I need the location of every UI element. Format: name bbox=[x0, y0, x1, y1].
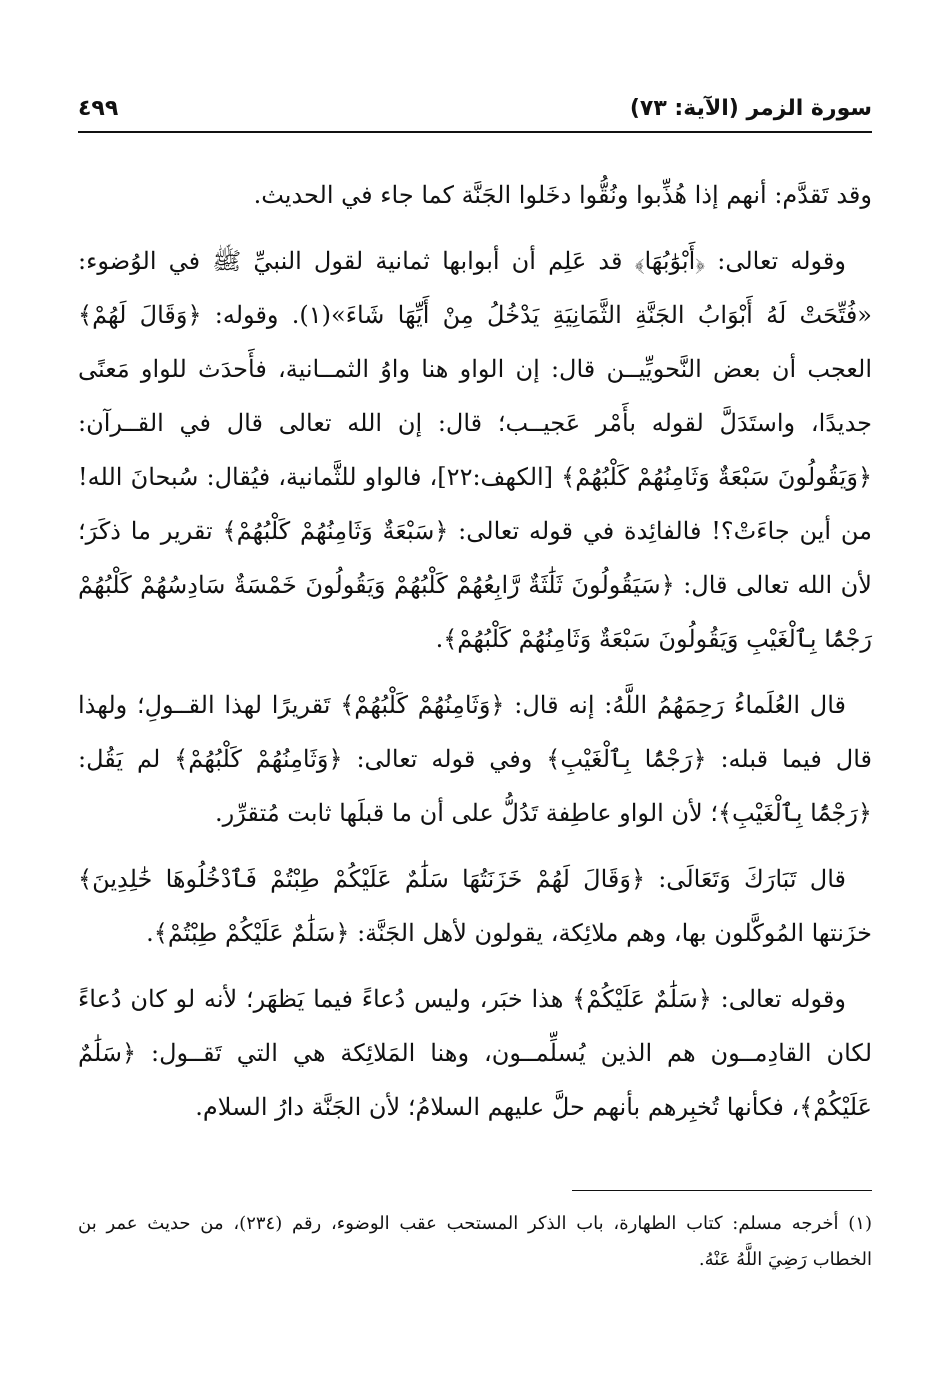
paragraph-4: قال تَبَارَكَ وَتَعَالَى: ﴿وَقَالَ لَهُمْ خَزَنَتُهَا سَلَٰمٌ عَلَيْكُمْ طِبْتُمْ فَٱدْخُلُوهَا خَٰلِدِينَ﴾ خزَنتها المُوكَّلون بها، وهم ملائِكة، يقولون لأهل الجَنَّة: ﴿سَلَٰمٌ عَلَيْكُمْ طِبْتُمْ﴾. bbox=[78, 865, 872, 947]
page-number: ٤٩٩ bbox=[78, 95, 119, 121]
paragraph-3: قال العُلَماءُ رَحِمَهُمُ اللَّهُ: إنه قال: ﴿وَثَامِنُهُمْ كَلْبُهُمْ﴾ تَقريرًا لهذا القــولِ؛ ولهذا قال فيما قبله: ﴿رَجْمًۢا بِٱلْغَيْبِ﴾ وفي قوله تعالى: ﴿وَثَامِنُهُمْ كَلْبُهُمْ﴾ لم يَقُل: ﴿رَجْمًۢا بِٱلْغَيْبِ﴾؛ لأن الواو عاطِفة تَدُلُّ على أن ما قبلَها ثابت مُتقرِّر. bbox=[78, 691, 873, 827]
paragraph-5: وقوله تعالى: ﴿سَلَٰمٌ عَلَيْكُمْ﴾ هذا خبَر، وليس دُعاءً فيما يَظهَر؛ لأنه لو كان دُعاءً لكان القادِمــون هم الذين يُسلِّمــون، وهنا المَلائِكة هي التي تَقــول: ﴿سَلَٰمٌ عَلَيْكُمْ﴾، فكأنها تُخبِرهم بأنهم حلَّ عليهم السلامُ؛ لأن الجَنَّة دارُ السلام. bbox=[78, 985, 872, 1121]
footnote-divider bbox=[572, 1190, 872, 1191]
main-text bbox=[78, 168, 872, 1146]
paragraph-2: وقوله تعالى: ﴿أَبْوَٰبُهَا﴾ قد عَلِم أن أبوابها ثمانية لقول النبيِّ ﷺ في الوُضوء: «فُتِّحَتْ لَهُ أَبْوَابُ الجَنَّةِ الثَّمَانِيَةِ يَدْخُلُ مِنْ أَيِّهَا شَاءَ»(١). وقوله: ﴿وَقَالَ لَهُمْ﴾ العجب أن بعض النَّحويِّيــن قال: إن الواو هنا واوُ الثمــانية، فأَحدَث للواو مَعنًى جديدًا، واستَدَلَّ لقوله بأَمْر عَجيــب؛ قال: إن الله تعالى قال في القــرآن: ﴿وَيَقُولُونَ سَبْعَةٌ وَثَامِنُهُمْ كَلْبُهُمْ﴾ [الكهف:٢٢]، فالواو للثَّمانية، فيُقال: سُبحانَ الله! من أين جاءَتْ؟! فالفائِدة في قوله تعالى: ﴿سَبْعَةٌ وَثَامِنُهُمْ كَلْبُهُمْ﴾ تقرير ما ذكَرَ؛ لأن الله تعالى قال: ﴿سَيَقُولُونَ ثَلَٰثَةٌ رَّابِعُهُمْ كَلْبُهُمْ وَيَقُولُونَ خَمْسَةٌ سَادِسُهُمْ كَلْبُهُمْ رَجْمًۢا بِٱلْغَيْبِ وَيَقُولُونَ سَبْعَةٌ وَثَامِنُهُمْ كَلْبُهُمْ﴾. bbox=[78, 247, 873, 653]
page-header bbox=[78, 88, 872, 128]
header-divider bbox=[78, 131, 872, 133]
running-title: سورة الزمر (الآية: ٧٣) bbox=[629, 95, 872, 121]
paragraph-1: وقد تَقدَّم: أنهم إذا هُذِّبوا ونُقُّوا دخَلوا الجَنَّة كما جاء في الحديث. bbox=[253, 181, 872, 209]
footnote-1: (١) أخرجه مسلم: كتاب الطهارة، باب الذكر المستحب عقب الوضوء، رقم (٢٣٤)، من حديث عمر بن الخطاب رَضِيَ اللَّهُ عَنْهُ. bbox=[78, 1213, 872, 1270]
